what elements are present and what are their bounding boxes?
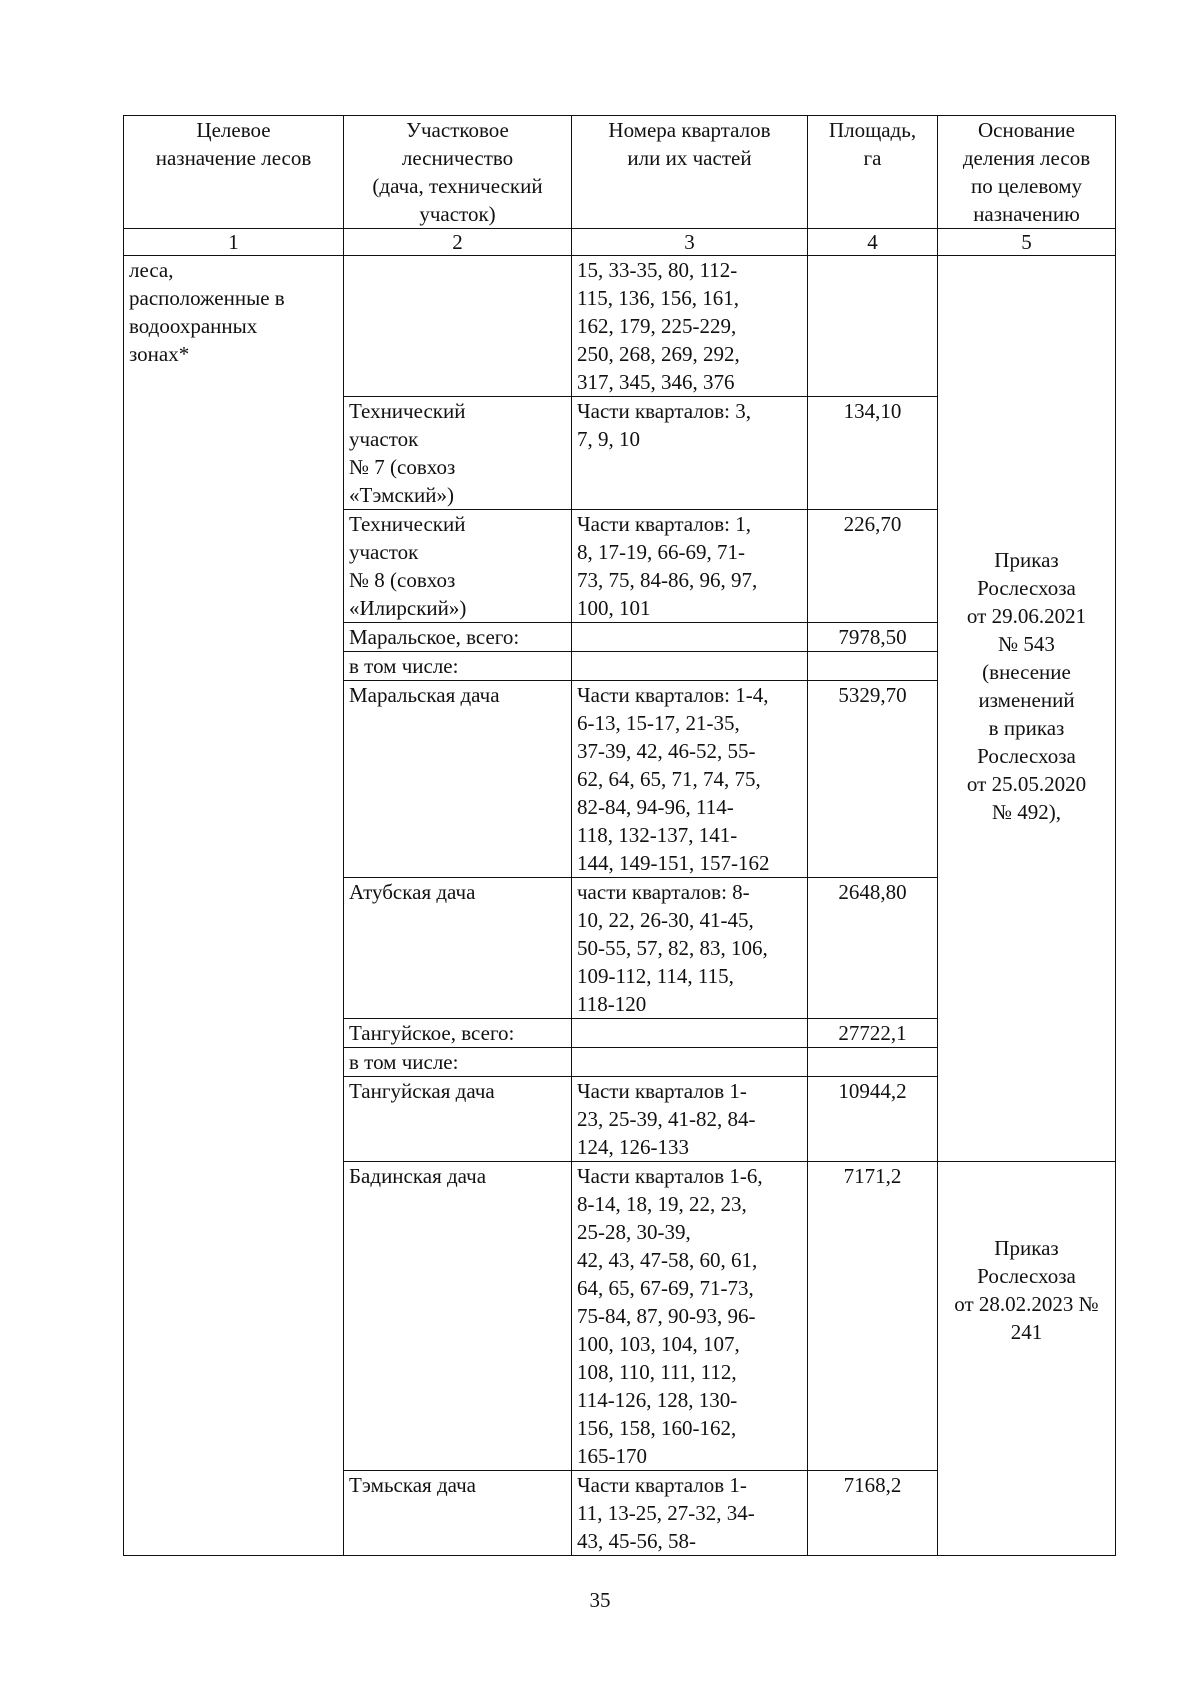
area-cell: 7171,2	[808, 1162, 938, 1471]
header-forestry: Участковое лесничество (дача, технический участок)	[344, 116, 572, 229]
quarters-cell: Части кварталов: 1-4, 6-13, 15-17, 21-35, 37-39, 42, 46-52, 55- 62, 64, 65, 71, 74, 75, 82-84, 94-96, 114- 118, 132-137, 141- 144, 149-151, 157-162	[572, 681, 808, 878]
basis-cell-1	[938, 256, 1116, 1162]
header-basis: Основание деления лесов по целевому назначению	[938, 116, 1116, 229]
quarters-cell	[572, 623, 808, 652]
quarters-cell: Части кварталов: 3, 7, 9, 10	[572, 397, 808, 510]
quarters-cell	[572, 1019, 808, 1048]
forestry-total-cell: Тангуйское, всего:	[344, 1019, 572, 1048]
forestry-total-cell: Маральское, всего:	[344, 623, 572, 652]
area-cell	[808, 256, 938, 397]
forestry-cell: Бадинская дача	[344, 1162, 572, 1471]
forestry-cell: Тангуйская дача	[344, 1077, 572, 1162]
area-cell: 10944,2	[808, 1077, 938, 1162]
basis-text-2: Приказ Рослесхоза от 28.02.2023 № 241	[954, 1236, 1099, 1344]
forestry-cell: Технический участок № 8 (совхоз «Илирский»)	[344, 510, 572, 623]
forestry-cell: Атубская дача	[344, 878, 572, 1019]
forestry-cell: в том числе:	[344, 1048, 572, 1077]
area-cell: 2648,80	[808, 878, 938, 1019]
forestry-cell: Технический участок № 7 (совхоз «Тэмский»)	[344, 397, 572, 510]
quarters-cell: Части кварталов: 1, 8, 17-19, 66-69, 71- 73, 75, 84-86, 96, 97, 100, 101	[572, 510, 808, 623]
quarters-cell: 15, 33-35, 80, 112- 115, 136, 156, 161, 162, 179, 225-229, 250, 268, 269, 292, 317, 345, 346, 376	[572, 256, 808, 397]
area-total-cell: 7978,50	[808, 623, 938, 652]
forest-purpose-table	[123, 115, 1116, 1556]
quarters-cell: Части кварталов 1-6, 8-14, 18, 19, 22, 23, 25-28, 30-39, 42, 43, 47-58, 60, 61, 64, 65, 67-69, 71-73, 75-84, 87, 90-93, 96- 100, 103, 104, 107, 108, 110, 111, 112, 114-126, 128, 130- 156, 158, 160-162, 165-170	[572, 1162, 808, 1471]
quarters-cell: части кварталов: 8- 10, 22, 26-30, 41-45, 50-55, 57, 82, 83, 106, 109-112, 114, 115, 118-120	[572, 878, 808, 1019]
column-number: 5	[938, 229, 1116, 256]
header-quarters: Номера кварталов или их частей	[572, 116, 808, 229]
area-cell: 7168,2	[808, 1471, 938, 1556]
forestry-cell: в том числе:	[344, 652, 572, 681]
column-number-row	[124, 229, 1116, 256]
quarters-cell	[572, 1048, 808, 1077]
quarters-cell: Части кварталов 1- 23, 25-39, 41-82, 84- 124, 126-133	[572, 1077, 808, 1162]
area-cell: 5329,70	[808, 681, 938, 878]
table-header-row	[124, 116, 1116, 229]
page-number: 35	[589, 1588, 611, 1612]
area-cell	[808, 1048, 938, 1077]
area-total-cell: 27722,1	[808, 1019, 938, 1048]
forestry-cell: Маральская дача	[344, 681, 572, 878]
column-number: 1	[124, 229, 344, 256]
column-number: 2	[344, 229, 572, 256]
area-cell: 226,70	[808, 510, 938, 623]
basis-text-1: Приказ Рослесхоза от 29.06.2021 № 543 (внесение изменений в приказ Рослесхоза от 25.05.2020 № 492),	[966, 548, 1087, 824]
basis-cell-2	[938, 1162, 1116, 1556]
quarters-cell: Части кварталов 1- 11, 13-25, 27-32, 34- 43, 45-56, 58-	[572, 1471, 808, 1556]
forestry-cell: Тэмьская дача	[344, 1471, 572, 1556]
table-row	[124, 256, 1116, 397]
quarters-cell	[572, 652, 808, 681]
purpose-cell: леса, расположенные в водоохранных зонах*	[124, 256, 344, 1556]
column-number: 4	[808, 229, 938, 256]
header-purpose: Целевое назначение лесов	[124, 116, 344, 229]
forestry-cell	[344, 256, 572, 397]
header-area: Площадь, га	[808, 116, 938, 229]
area-cell	[808, 652, 938, 681]
area-cell: 134,10	[808, 397, 938, 510]
column-number: 3	[572, 229, 808, 256]
